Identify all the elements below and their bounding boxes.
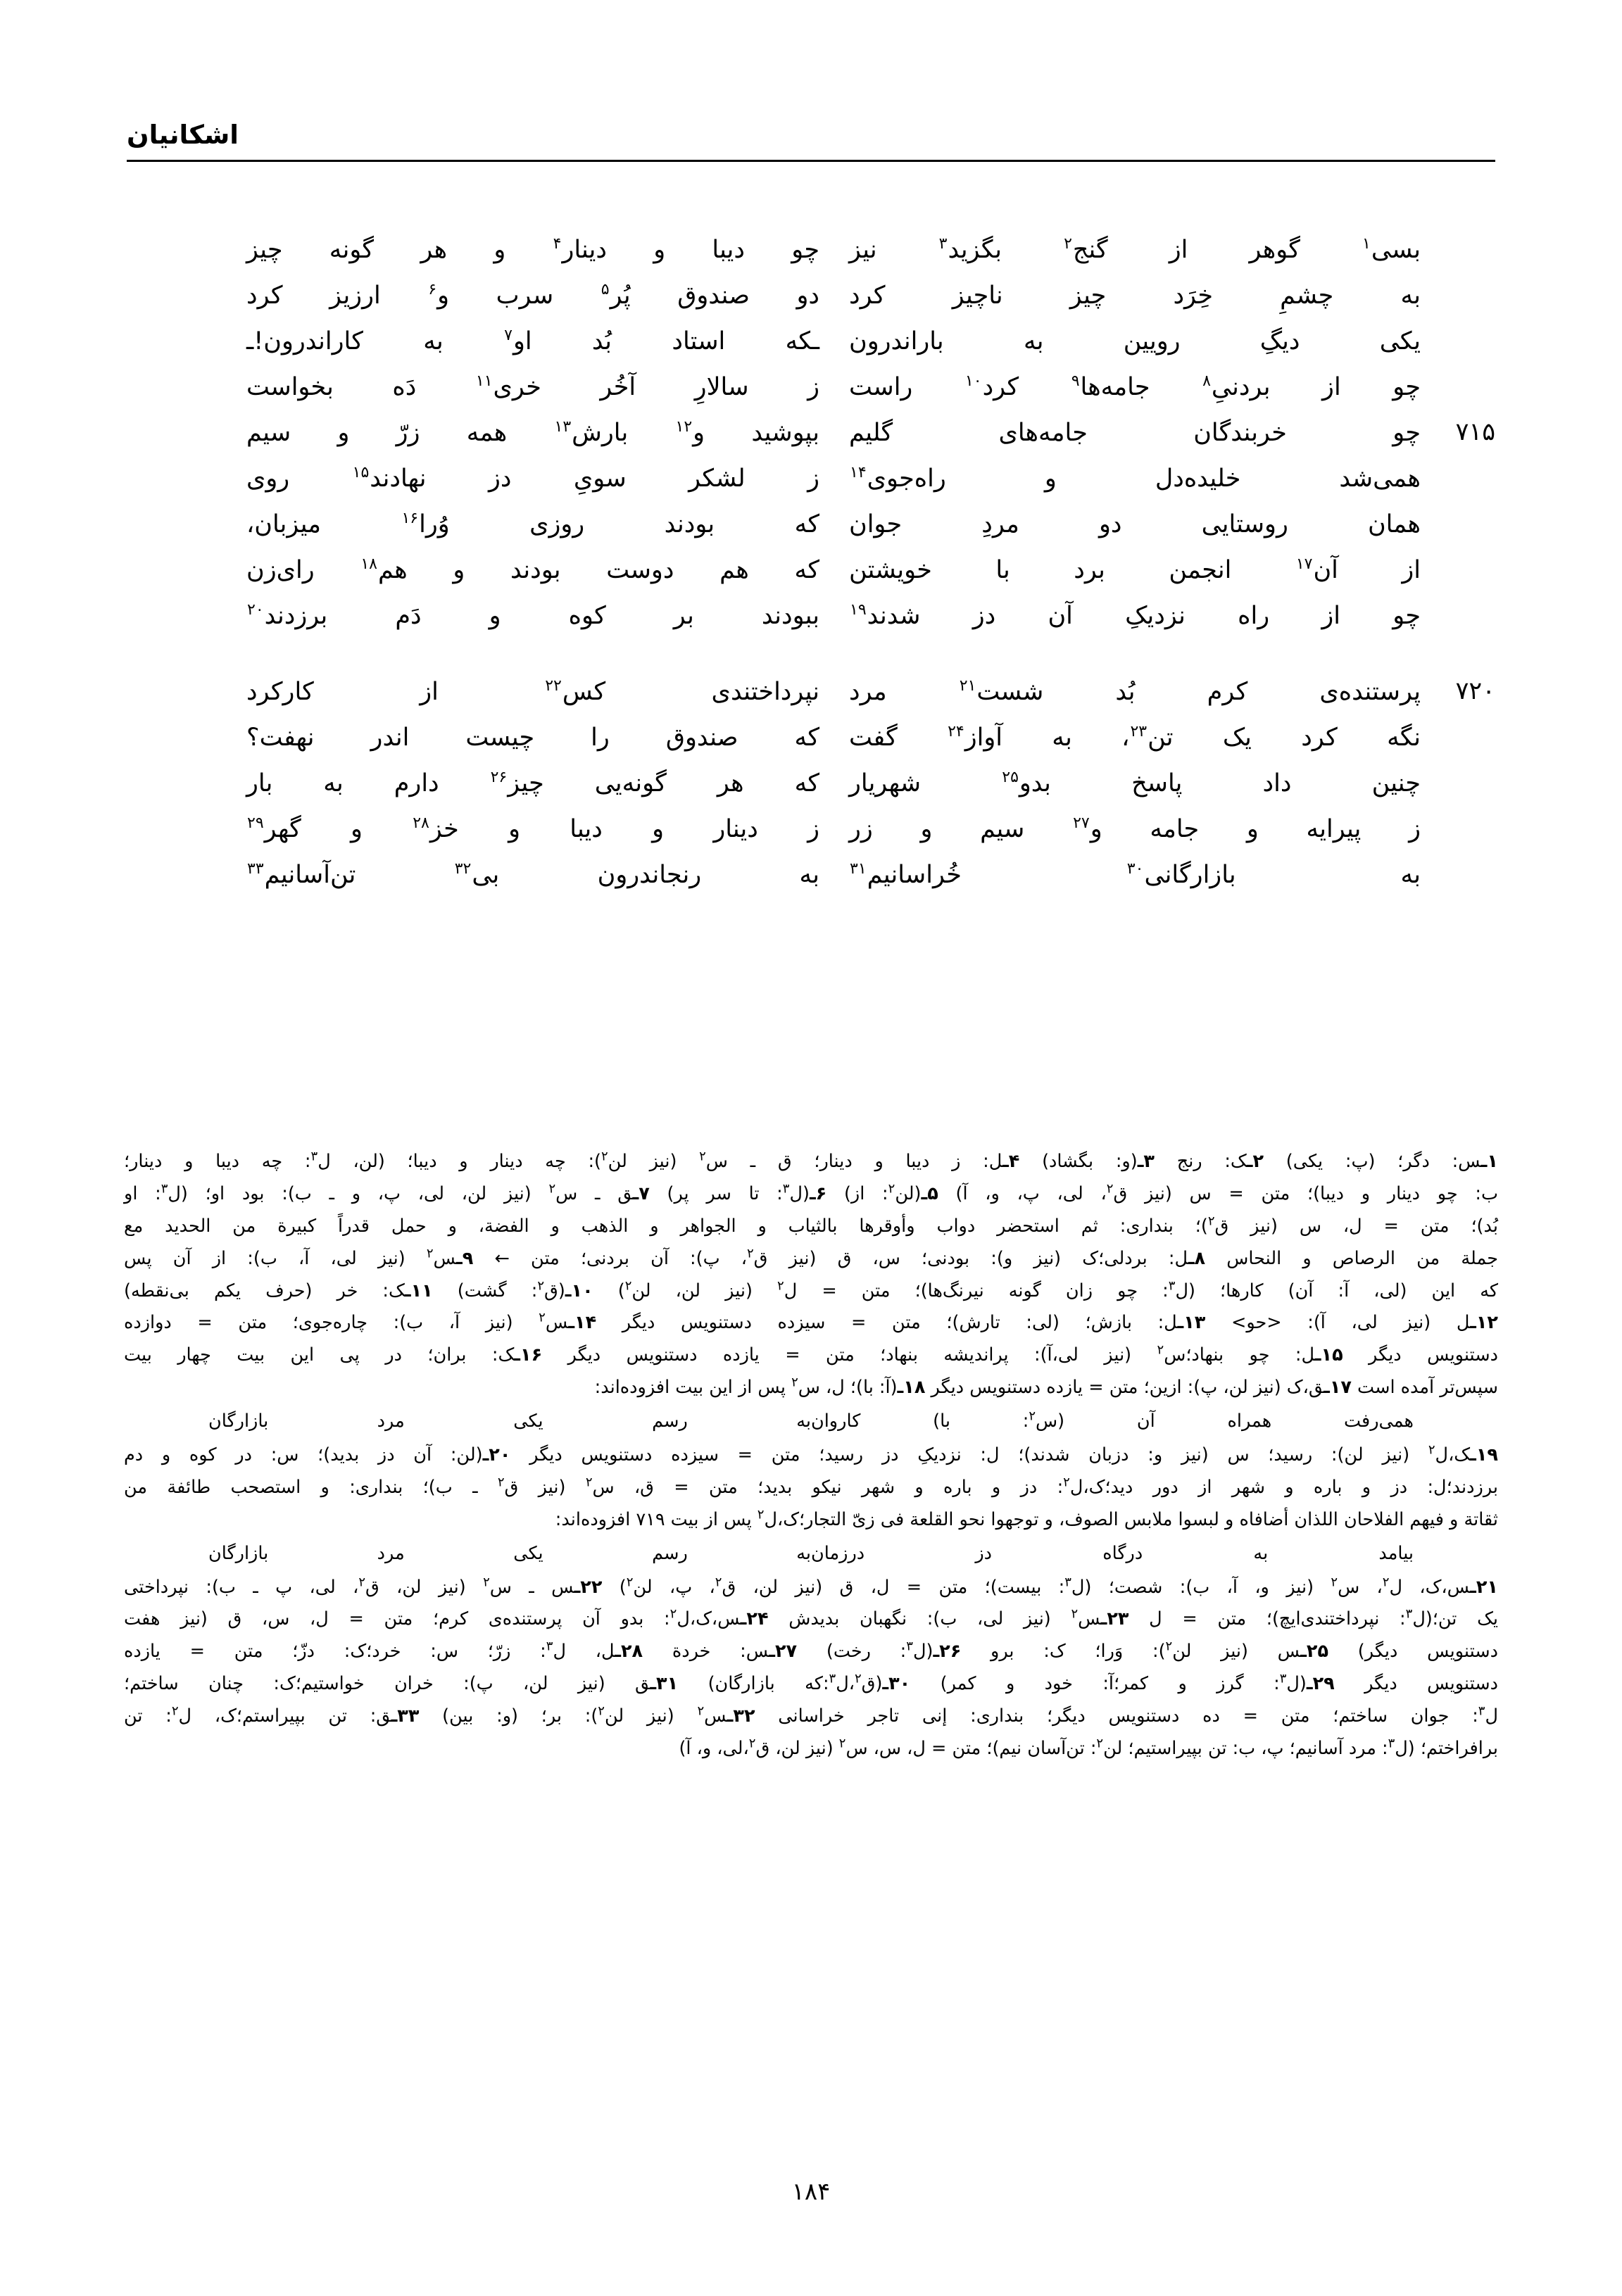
verse-number: ۷۲۰ xyxy=(1455,677,1495,705)
hemistich-second: ز سالارِ آخُر خری$^{۱۱}$ دَه بخواست xyxy=(246,372,819,401)
verse-line xyxy=(127,720,1495,758)
verse-line xyxy=(127,674,1495,712)
verse-line xyxy=(127,766,1495,804)
verse-line xyxy=(127,857,1495,895)
apparatus-hemistich-second: به رسم یکی مرد بازارگان xyxy=(208,1542,811,1564)
hemistich-first: پرستنده‌ی کرم بُد شست$^{۲۱}$ مرد xyxy=(849,677,1421,706)
hemistich-second: ز دینار و دیبا و خز$^{۲۸}$ و گهر$^{۲۹}$ xyxy=(247,814,819,843)
hemistich-second: دو صندوق پُر$^۵$ سرب و$^۶$ ارزیز کرد xyxy=(246,281,819,310)
apparatus-line: جملة من الرصاص و النحاس ۸ـل: بردلی؛ک (نیز و): بودنی؛ س، ق (نیز ق$^۲$، پ): آن بردنی؛ متن ← ۹ـس$^۲$ (نیز لی، آ، ب): از آن پس xyxy=(124,1246,1498,1269)
verse-line xyxy=(127,370,1495,408)
hemistich-first: ز پیرایه و جامه و$^{۲۷}$ سیم و زر xyxy=(849,814,1421,843)
apparatus-line: بُد)؛ متن = ل، س (نیز ق$^۲$)؛ بنداری: ثم استحضر دواب وأوقرها بالثیاب و الجواهر و الذهب و الفضة، و حمل قدراً کبیرة من الحدید مع xyxy=(124,1213,1498,1237)
running-head-zone xyxy=(127,120,1495,197)
apparatus-line: سپس‌تر آمده است ۱۷ـق،ک (نیز لن، پ): ازین؛ متن = یازده دستنویس دیگر ۱۸ـ(آ: با)؛ ل، س$^۲$ پس از این بیت افزوده‌اند: xyxy=(594,1375,1498,1399)
apparatus-line: ۱۲ـل (نیز لی، آ): <حو> ۱۳ـل: بازش؛ (لی: تارش)؛ متن = سیزده دستنویس دیگر ۱۴ـس$^۲$ (نیز آ، ب): چاره‌جوی؛ متن = دوازده xyxy=(124,1310,1498,1334)
hemistich-second: به رنجاندرون بی$^{۳۲}$ تن‌آسانیم$^{۳۳}$ xyxy=(247,860,819,889)
apparatus-line: دستنویس دیگر ۱۵ـل: چو بنهاد؛س$^۲$ (نیز لی،آ): پراندیشه بنهاد؛ متن = یازده دستنویس دیگر ۱۶ـک: بران؛ در پی این بیت چهار بیت xyxy=(124,1342,1498,1366)
apparatus-line: که این (لی، آ: آن) کارها؛ (ل$^۳$: چو زان گونه نیرنگ‌ها)؛ متن = ل$^۲$ (نیز لن، لن$^۲$) ۱۰ـ(ق$^۲$: گشت) ۱۱ـک: خر (حرف یکم بی‌نقطه) xyxy=(124,1278,1499,1301)
hemistich-second: بپوشید و$^{۱۲}$ بارش$^{۱۳}$ همه زرّ و سیم xyxy=(246,418,819,447)
hemistich-second: ز لشکر سویِ دز نهادند$^{۱۵}$ روی xyxy=(246,464,819,493)
verse-line xyxy=(127,598,1495,636)
hemistich-first: از آن$^{۱۷}$ انجمن برد با خویشتن xyxy=(849,555,1421,584)
hemistich-first: چو از راه نزدیکِ آن دز شدند$^{۱۹}$ xyxy=(850,601,1421,630)
verse-line xyxy=(127,812,1495,850)
folio-number: ۱۸۴ xyxy=(791,2178,831,2206)
verse-line xyxy=(127,461,1495,499)
apparatus-line: برزدند؛ل: دز و باره و شهر از دور دید؛ک،ل$^۲$: دز و باره و شهر نیکو بدید؛ متن = ق، س$^۲$ (نیز ق$^۲$ ـ ب)؛ بنداری: و استصحب طائفة من xyxy=(124,1475,1498,1498)
verse-number xyxy=(1421,766,1495,769)
hemistich-first: نگه کرد یک تن$^{۲۳}$، به آواز$^{۲۴}$ گفت xyxy=(849,723,1421,752)
apparatus-hemistich-first: همی‌رفت همراه آن (س$^۲$: با) کاروان xyxy=(811,1408,1414,1432)
verse-number xyxy=(1421,324,1495,327)
hemistich-second: ببودند بر کوه و دَم برزدند$^{۲۰}$ xyxy=(247,601,819,630)
verse-line xyxy=(127,553,1495,591)
hemistich-second: که هر گونه‌یی چیز$^{۲۶}$ دارم به بار xyxy=(246,769,819,797)
verse-number xyxy=(1421,812,1495,814)
hemistich-first: یکی دیگِ رویین به باراندرون xyxy=(849,327,1421,355)
verse-line xyxy=(127,415,1495,453)
hemistich-first: همی‌شد خلیده‌دل و راه‌جوی$^{۱۴}$ xyxy=(850,464,1421,493)
verse-body xyxy=(127,232,1495,933)
apparatus-inserted-verse xyxy=(124,1538,1498,1570)
verse-line xyxy=(127,507,1495,545)
critical-apparatus xyxy=(124,1146,1498,1765)
verse-number: ۷۱۵ xyxy=(1455,418,1495,446)
apparatus-line: یک تن؛(ل$^۳$: نپرداختندی‌ایچ)؛ متن = ل ۲۳ـس$^۲$ (نیز لی، ب): نگهبان بدیدش ۲۴ـس،ک،ل$^۲$: بدو آن پرستنده‌ی کرم؛ متن = ل، س، ق (نیز هفت xyxy=(124,1606,1499,1630)
apparatus-hemistich-second: به رسم یکی مرد بازارگان xyxy=(208,1411,811,1432)
header-rule xyxy=(127,160,1495,162)
hemistich-first: چنین داد پاسخ بدو$^{۲۵}$ شهریار xyxy=(849,769,1421,797)
apparatus-hemistich-first: بیامد به درگاه دز درزمان xyxy=(811,1542,1414,1564)
verse-line xyxy=(127,232,1495,270)
apparatus-inserted-verse xyxy=(124,1406,1498,1438)
hemistich-first: چو از بردنیِ$^۸$ جامه‌ها$^۹$ کرد$^{۱۰}$ راست xyxy=(849,372,1421,401)
verse-number xyxy=(1421,278,1495,281)
verse-number xyxy=(1421,720,1495,723)
stanza-two xyxy=(127,674,1495,895)
verse-number xyxy=(1421,232,1495,235)
apparatus-line: ۱ـس: دگر؛ (پ: یکی) ۲ـک: رنج ۳ـ(و: بگشاد) ۴ـل: ز دیبا و دینار؛ ق ـ س$^۲$ (نیز لن$^۲$): چه دینار و دیبا؛ (لن، ل$^۳$: چه دیبا و دینار؛ xyxy=(124,1149,1498,1172)
hemistich-first: همان روستایی دو مردِ جوان xyxy=(849,510,1421,538)
verse-number xyxy=(1421,507,1495,510)
apparatus-line: برافراختم؛ (ل$^۳$: مرد آسانیم؛ پ، ب: تن بپیراستیم؛ لن$^۲$: تن‌آسان نیم)؛ متن = ل، س، س$^۲$ (نیز لن، ق$^۲$،لی، و، آ) xyxy=(679,1736,1498,1760)
verse-line xyxy=(127,324,1495,362)
hemistich-second: که هم دوست بودند و هم$^{۱۸}$ رای‌زن xyxy=(246,555,819,584)
verse-number xyxy=(1421,553,1495,555)
hemistich-second: که بودند روزی وُرا$^{۱۶}$ میزبان، xyxy=(246,510,819,538)
apparatus-line: ۲۱ـس،ک، ل$^۲$، س$^۲$ (نیز و، آ، ب): شصت؛ (ل$^۳$: بیست)؛ متن = ل، ق (نیز لن، ق$^۲$، پ، لن$^۲$) ۲۲ـس ـ س$^۲$ (نیز لن، ق$^۲$، لی، پ ـ ب): نپرداختی xyxy=(124,1575,1498,1598)
verse-number xyxy=(1421,857,1495,860)
hemistich-first: بسی$^۱$ گوهر از گنج$^۲$ بگزید$^۳$ نیز xyxy=(849,235,1421,264)
hemistich-first: به بازارگانی$^{۳۰}$ خُراسانیم$^{۳۱}$ xyxy=(850,860,1421,889)
verse-number xyxy=(1421,598,1495,601)
hemistich-second: ـکه استاد بُد او$^۷$ به کاراندرون!ـ xyxy=(246,327,819,355)
hemistich-second: که صندوق را چیست اندر نهفت؟ xyxy=(246,724,819,752)
hemistich-first: چو خربندگان جامه‌های گلیم xyxy=(849,419,1421,447)
apparatus-line: ثقاتة و فیهم الفلاحان اللذان أضافاه و لبسوا ملابس الصوف، و توجهوا نحو القلعة فی زیّ التجار؛ک،ل$^۲$ پس از بیت ۷۱۹ افزوده‌اند: xyxy=(555,1507,1498,1530)
apparatus-line: ۱۹ـک،ل$^۲$ (نیز لن): رسید؛ س (نیز و: دزبان شدند)؛ ل: نزدیکِ دز رسید؛ متن = سیزده دستنویس دیگر ۲۰ـ(لن: آن دز بدید)؛ س: در کوه و دم xyxy=(124,1442,1498,1466)
running-head-title: اشکانیان xyxy=(127,120,239,150)
stanza-one xyxy=(127,232,1495,636)
hemistich-second: چو دیبا و دینار$^۴$ و هر گونه چیز xyxy=(246,235,819,264)
apparatus-line: ل$^۳$: جوان ساختم؛ متن = ده دستنویس دیگر؛ بنداری: إنی تاجر خراسانی ۳۲ـس$^۲$ (نیز لن$^۲$): بر؛ (و: بین) ۳۳ـق: تن بپیراستم؛ک، ل$^۲$: تن xyxy=(124,1703,1498,1727)
hemistich-first: به چشمِ خِرَد چیز ناچیز کرد xyxy=(849,282,1421,310)
hemistich-second: نپرداختندی کس$^{۲۲}$ از کارکرد xyxy=(246,677,819,706)
verse-line xyxy=(127,278,1495,316)
apparatus-line: ب: چو دینار و دیبا)؛ متن = س (نیز ق$^۲$، لی، پ، و، آ) ۵ـ(لن$^۲$: از) ۶ـ(ل$^۳$: تا سر پر) ۷ـق ـ س$^۲$ (نیز لن، لی، پ، و ـ ب): بود او؛ (ل$^۳$: او xyxy=(124,1181,1499,1204)
verse-number xyxy=(1421,370,1495,372)
verse-number xyxy=(1421,461,1495,464)
apparatus-line: دستنویس دیگر) ۲۵ـس (نیز لن$^۲$): وَرا؛ ک: برو ۲۶ـ(ل$^۳$: رخت) ۲۷ـس: خردة ۲۸ـل، ل$^۳$: زرّ؛ س: خرد؛ک: دزّ؛ متن = یازده xyxy=(124,1639,1498,1663)
apparatus-line: دستنویس دیگر ۲۹ـ(ل$^۳$: گرز و کمر؛آ: خود و کمر) ۳۰ـ(ق$^۲$،ل$^۳$:که بازارگان) ۳۱ـق (نیز لن، پ): خران خواستیم؛ک: چنان ساختم؛ xyxy=(124,1671,1498,1695)
